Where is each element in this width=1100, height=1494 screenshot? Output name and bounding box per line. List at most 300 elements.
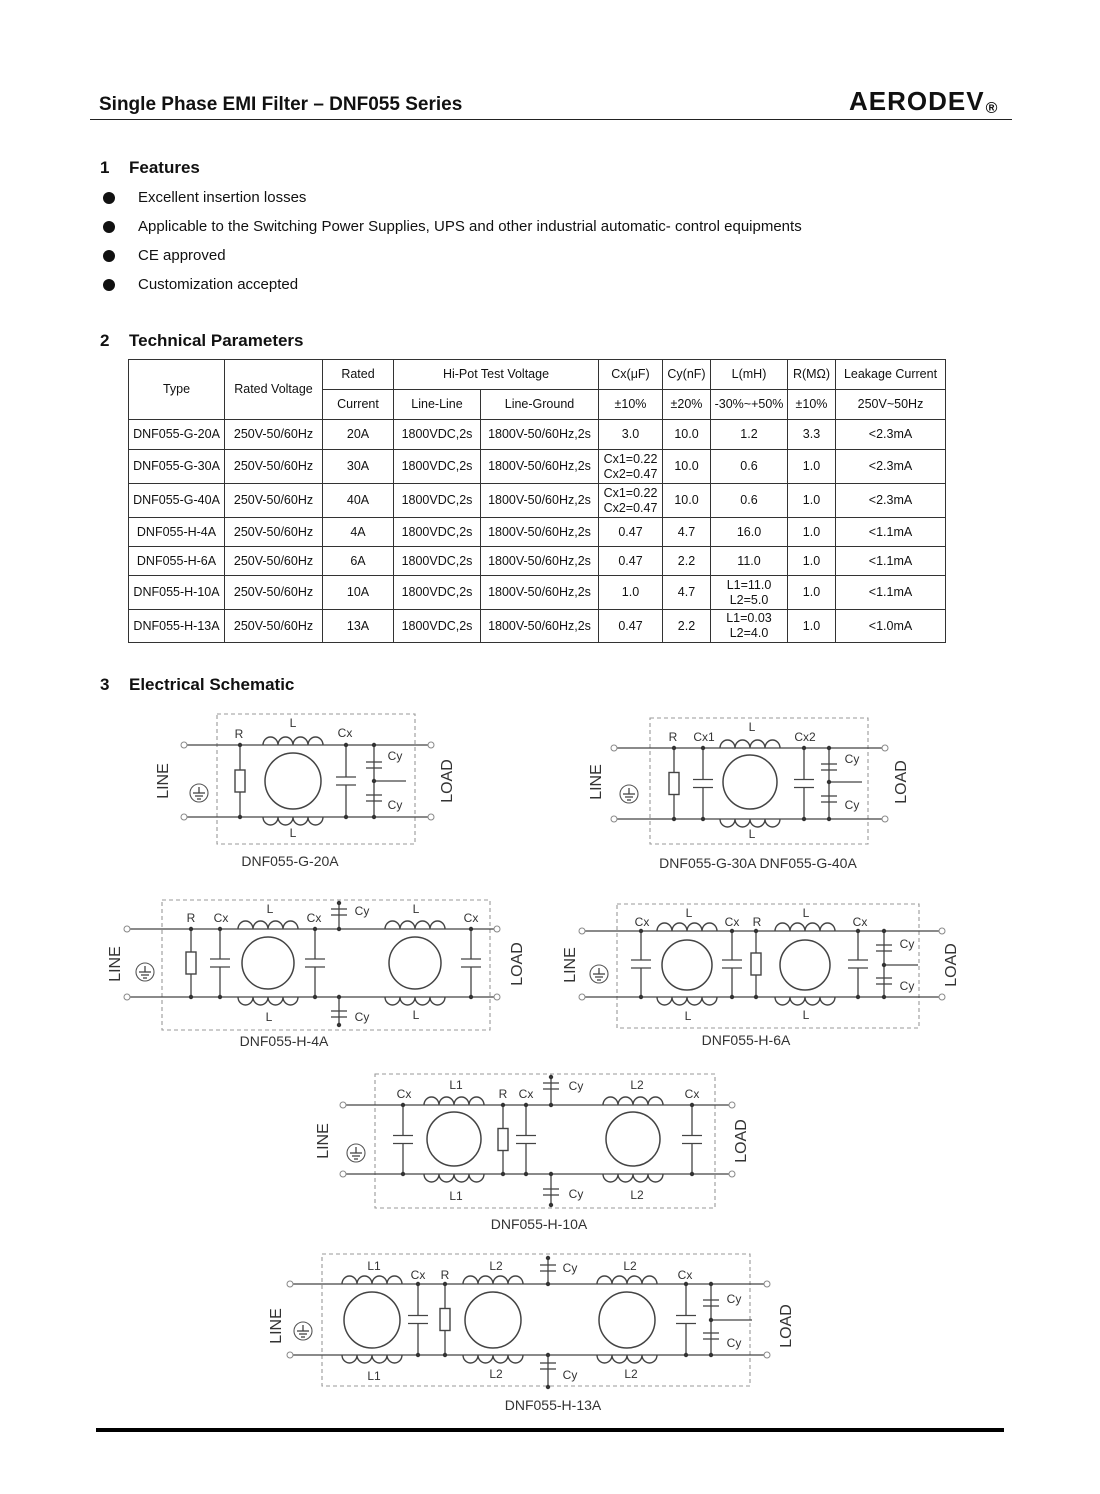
header-rated: Rated bbox=[323, 360, 394, 390]
header-cx: Cx(μF) bbox=[599, 360, 663, 390]
inductor-coil bbox=[424, 1174, 484, 1182]
cell-line: Cx2=0.47 bbox=[603, 500, 658, 515]
header-current: Current bbox=[323, 390, 394, 420]
registered-mark: ® bbox=[985, 100, 999, 117]
junction-dot bbox=[546, 1256, 550, 1260]
line-label: LINE bbox=[562, 947, 579, 983]
component-label: Cy bbox=[726, 1336, 742, 1350]
terminal bbox=[729, 1102, 735, 1108]
junction-dot bbox=[549, 1075, 553, 1079]
terminal bbox=[764, 1281, 770, 1287]
cell-voltage: 250V-50/60Hz bbox=[225, 576, 323, 610]
junction-dot bbox=[401, 1172, 405, 1176]
schematic-caption: DNF055-G-20A bbox=[241, 853, 339, 869]
cell-r: 3.3 bbox=[788, 420, 836, 450]
terminal bbox=[764, 1352, 770, 1358]
cell-lg: 1800V-50/60Hz,2s bbox=[481, 576, 599, 610]
component-label: R bbox=[498, 1087, 508, 1101]
component-label: Cy bbox=[844, 752, 860, 766]
cell-current: 13A bbox=[323, 610, 394, 643]
feature-item: Customization accepted bbox=[138, 276, 299, 293]
component-label: Cy bbox=[568, 1079, 584, 1093]
schematic-caption: DNF055-H-4A bbox=[239, 1033, 329, 1049]
junction-dot bbox=[882, 929, 886, 933]
cell-voltage: 250V-50/60Hz bbox=[225, 547, 323, 576]
feature-item: Applicable to the Switching Power Supplies, UPS and other industrial automatic- control equipments bbox=[138, 218, 802, 235]
cell-type: DNF055-G-20A bbox=[129, 420, 225, 450]
component-label: Cx bbox=[724, 915, 740, 929]
junction-dot bbox=[416, 1353, 420, 1357]
cell-leak: <1.1mA bbox=[836, 576, 946, 610]
junction-dot bbox=[344, 815, 348, 819]
inductor-coil bbox=[424, 1097, 484, 1105]
terminal bbox=[287, 1352, 293, 1358]
header-leakage: Leakage Current bbox=[836, 360, 946, 390]
component-label: R bbox=[186, 911, 196, 925]
junction-dot bbox=[501, 1172, 505, 1176]
cell-type: DNF055-H-6A bbox=[129, 547, 225, 576]
inductor-coil bbox=[385, 997, 445, 1005]
cell-voltage: 250V-50/60Hz bbox=[225, 518, 323, 547]
inductor-coil bbox=[603, 1097, 663, 1105]
terminal bbox=[939, 928, 945, 934]
schematic-caption: DNF055-G-30A DNF055-G-40A bbox=[659, 855, 857, 871]
cell-line: Cx1=0.22 bbox=[603, 451, 658, 466]
component-label: L2 bbox=[624, 1367, 638, 1381]
cell-cy: 2.2 bbox=[663, 547, 711, 576]
junction-dot bbox=[549, 1172, 553, 1176]
junction-dot bbox=[690, 1172, 694, 1176]
terminal bbox=[287, 1281, 293, 1287]
component-label: Cy bbox=[387, 749, 403, 763]
cell-voltage: 250V-50/60Hz bbox=[225, 450, 323, 484]
cell-line: Cx1=0.22 bbox=[603, 485, 658, 500]
junction-dot bbox=[546, 1282, 550, 1286]
component-label: R bbox=[668, 730, 678, 744]
header-cx-tolerance: ±10% bbox=[599, 390, 663, 420]
schematic-caption: DNF055-H-6A bbox=[701, 1032, 791, 1048]
cell-type: DNF055-H-13A bbox=[129, 610, 225, 643]
header-leakage-condition: 250V~50Hz bbox=[836, 390, 946, 420]
header-r: R(MΩ) bbox=[788, 360, 836, 390]
line-label: LINE bbox=[588, 764, 605, 800]
component-label: L bbox=[684, 1009, 692, 1023]
component-label: Cx bbox=[677, 1268, 693, 1282]
load-label: LOAD bbox=[439, 759, 456, 803]
component-label: R bbox=[752, 915, 762, 929]
component-label: L bbox=[748, 720, 756, 734]
inductor-core bbox=[389, 937, 441, 989]
component-label: L bbox=[802, 1008, 810, 1022]
cell-r: 1.0 bbox=[788, 547, 836, 576]
inductor-coil bbox=[657, 923, 717, 931]
component-label: Cx bbox=[634, 915, 650, 929]
cell-line: L1=0.03 bbox=[726, 611, 772, 625]
inductor-coil bbox=[720, 819, 780, 827]
inductor-core bbox=[265, 753, 321, 809]
junction-dot bbox=[238, 743, 242, 747]
inductor-coil bbox=[238, 997, 298, 1005]
page-title: Single Phase EMI Filter – DNF055 Series bbox=[99, 94, 463, 115]
junction-dot bbox=[802, 746, 806, 750]
inductor-core bbox=[723, 755, 777, 809]
cell-ll: 1800VDC,2s bbox=[394, 484, 481, 518]
section-number: 1 bbox=[100, 158, 110, 177]
junction-dot bbox=[337, 901, 341, 905]
component-label: L bbox=[685, 906, 693, 920]
schematic-h-13a bbox=[268, 1254, 795, 1413]
component-label: L bbox=[412, 902, 420, 916]
cell-current: 30A bbox=[323, 450, 394, 484]
terminal bbox=[340, 1102, 346, 1108]
cell-lg: 1800V-50/60Hz,2s bbox=[481, 547, 599, 576]
cell-ll: 1800VDC,2s bbox=[394, 420, 481, 450]
cell-line: 0.6 bbox=[740, 493, 758, 507]
line-label: LINE bbox=[155, 763, 172, 799]
cell-cy: 4.7 bbox=[663, 576, 711, 610]
junction-dot bbox=[639, 995, 643, 999]
junction-dot bbox=[856, 929, 860, 933]
cell-cy: 10.0 bbox=[663, 484, 711, 518]
header-cy-tolerance: ±20% bbox=[663, 390, 711, 420]
junction-dot bbox=[827, 780, 831, 784]
junction-dot bbox=[754, 929, 758, 933]
component-label: L1 bbox=[449, 1189, 463, 1203]
schematic-h-6a bbox=[562, 904, 960, 1048]
cell-type: DNF055-H-4A bbox=[129, 518, 225, 547]
junction-dot bbox=[313, 995, 317, 999]
component-label: Cy bbox=[354, 1010, 370, 1024]
junction-dot bbox=[337, 1023, 341, 1027]
junction-dot bbox=[401, 1103, 405, 1107]
junction-dot bbox=[189, 927, 193, 931]
junction-dot bbox=[639, 929, 643, 933]
schematic-h-10a bbox=[315, 1074, 750, 1232]
cell-leak: <1.0mA bbox=[836, 610, 946, 643]
dashed-enclosure bbox=[375, 1074, 715, 1208]
junction-dot bbox=[549, 1203, 553, 1207]
terminal bbox=[579, 928, 585, 934]
terminal bbox=[579, 994, 585, 1000]
cell-lg: 1800V-50/60Hz,2s bbox=[481, 518, 599, 547]
component-label: L1 bbox=[367, 1259, 381, 1273]
cell-ll: 1800VDC,2s bbox=[394, 610, 481, 643]
junction-dot bbox=[701, 817, 705, 821]
inductor-coil bbox=[463, 1355, 523, 1363]
resistor bbox=[186, 952, 196, 974]
inductor-core bbox=[599, 1292, 655, 1348]
junction-dot bbox=[313, 927, 317, 931]
cell-leak: <2.3mA bbox=[836, 484, 946, 518]
component-label: L2 bbox=[489, 1367, 503, 1381]
resistor bbox=[751, 953, 761, 975]
cell-ll: 1800VDC,2s bbox=[394, 576, 481, 610]
component-label: L bbox=[289, 826, 297, 840]
component-label: Cx1 bbox=[693, 730, 715, 744]
terminal bbox=[494, 926, 500, 932]
cell-r: 1.0 bbox=[788, 450, 836, 484]
junction-dot bbox=[754, 995, 758, 999]
junction-dot bbox=[690, 1103, 694, 1107]
cell-current: 10A bbox=[323, 576, 394, 610]
terminal bbox=[124, 926, 130, 932]
cell-current: 4A bbox=[323, 518, 394, 547]
resistor bbox=[498, 1129, 508, 1151]
terminal bbox=[428, 742, 434, 748]
line-label: LINE bbox=[107, 946, 124, 982]
junction-dot bbox=[416, 1282, 420, 1286]
component-label: Cy bbox=[844, 798, 860, 812]
inductor-coil bbox=[775, 923, 835, 931]
cell-leak: <2.3mA bbox=[836, 420, 946, 450]
feature-item: CE approved bbox=[138, 247, 226, 264]
cell-leak: <1.1mA bbox=[836, 518, 946, 547]
junction-dot bbox=[524, 1103, 528, 1107]
inductor-coil bbox=[603, 1174, 663, 1182]
resistor bbox=[669, 773, 679, 795]
inductor-coil bbox=[597, 1355, 657, 1363]
junction-dot bbox=[372, 815, 376, 819]
schematic-h-4a bbox=[107, 900, 526, 1049]
component-label: Cx bbox=[518, 1087, 534, 1101]
header-line-ground: Line-Ground bbox=[481, 390, 599, 420]
junction-dot bbox=[882, 995, 886, 999]
junction-dot bbox=[672, 817, 676, 821]
inductor-core bbox=[427, 1112, 481, 1166]
cell-line: Cx2=0.47 bbox=[603, 466, 658, 481]
header-rated-voltage: Rated Voltage bbox=[225, 360, 323, 420]
cell-cy: 10.0 bbox=[663, 450, 711, 484]
cell-type: DNF055-G-30A bbox=[129, 450, 225, 484]
load-label: LOAD bbox=[509, 942, 526, 986]
junction-dot bbox=[709, 1318, 713, 1322]
cell-r: 1.0 bbox=[788, 518, 836, 547]
junction-dot bbox=[827, 817, 831, 821]
inductor-core bbox=[606, 1112, 660, 1166]
junction-dot bbox=[524, 1172, 528, 1176]
component-label: Cy bbox=[726, 1292, 742, 1306]
cell-line: L2=4.0 bbox=[729, 626, 769, 640]
cell-cy: 4.7 bbox=[663, 518, 711, 547]
cell-ll: 1800VDC,2s bbox=[394, 450, 481, 484]
cell-r: 1.0 bbox=[788, 576, 836, 610]
junction-dot bbox=[672, 746, 676, 750]
line-label: LINE bbox=[315, 1123, 332, 1159]
component-label: L2 bbox=[630, 1188, 644, 1202]
component-label: L bbox=[802, 906, 810, 920]
feature-item: Excellent insertion losses bbox=[138, 189, 307, 206]
schematic-caption: DNF055-H-13A bbox=[504, 1397, 602, 1413]
terminal bbox=[124, 994, 130, 1000]
terminal bbox=[882, 816, 888, 822]
component-label: Cx bbox=[213, 911, 229, 925]
component-label: Cx bbox=[410, 1268, 426, 1282]
cell-cy: 10.0 bbox=[663, 420, 711, 450]
cell-leak: <2.3mA bbox=[836, 450, 946, 484]
junction-dot bbox=[218, 927, 222, 931]
terminal bbox=[340, 1171, 346, 1177]
junction-dot bbox=[337, 995, 341, 999]
inductor-coil bbox=[720, 740, 780, 748]
component-label: L bbox=[289, 716, 297, 730]
schematic-g-20a bbox=[155, 714, 456, 869]
cell-r: 1.0 bbox=[788, 610, 836, 643]
section-title: Technical Parameters bbox=[129, 331, 304, 350]
cell-line: 0.47 bbox=[618, 524, 643, 539]
component-label: L bbox=[266, 902, 274, 916]
cell-voltage: 250V-50/60Hz bbox=[225, 420, 323, 450]
junction-dot bbox=[802, 817, 806, 821]
cell-lg: 1800V-50/60Hz,2s bbox=[481, 610, 599, 643]
header-l-tolerance: -30%~+50% bbox=[711, 390, 788, 420]
load-label: LOAD bbox=[893, 760, 910, 804]
header-type: Type bbox=[129, 360, 225, 420]
cell-current: 20A bbox=[323, 420, 394, 450]
junction-dot bbox=[546, 1353, 550, 1357]
section-title: Electrical Schematic bbox=[129, 675, 295, 694]
junction-dot bbox=[549, 1103, 553, 1107]
junction-dot bbox=[684, 1282, 688, 1286]
cell-line: 11.0 bbox=[737, 553, 761, 568]
component-label: Cy bbox=[354, 904, 370, 918]
cell-lg: 1800V-50/60Hz,2s bbox=[481, 450, 599, 484]
cell-lg: 1800V-50/60Hz,2s bbox=[481, 484, 599, 518]
inductor-coil bbox=[263, 817, 323, 825]
component-label: Cx bbox=[337, 726, 353, 740]
load-label: LOAD bbox=[733, 1119, 750, 1163]
junction-dot bbox=[546, 1385, 550, 1389]
terminal bbox=[729, 1171, 735, 1177]
component-label: L bbox=[412, 1008, 420, 1022]
terminal bbox=[882, 745, 888, 751]
cell-voltage: 250V-50/60Hz bbox=[225, 610, 323, 643]
load-label: LOAD bbox=[778, 1304, 795, 1348]
cell-type: DNF055-H-10A bbox=[129, 576, 225, 610]
cell-line: 0.47 bbox=[618, 553, 643, 568]
inductor-core bbox=[465, 1292, 521, 1348]
inductor-coil bbox=[238, 921, 298, 929]
component-label: R bbox=[440, 1268, 450, 1282]
junction-dot bbox=[469, 995, 473, 999]
cell-line: 3.0 bbox=[621, 427, 640, 441]
cell-type: DNF055-G-40A bbox=[129, 484, 225, 518]
terminal bbox=[494, 994, 500, 1000]
component-label: Cy bbox=[387, 798, 403, 812]
cell-line: L2=5.0 bbox=[729, 592, 769, 607]
inductor-coil bbox=[657, 997, 717, 1005]
cell-voltage: 250V-50/60Hz bbox=[225, 484, 323, 518]
component-label: L1 bbox=[367, 1369, 381, 1383]
component-label: L2 bbox=[489, 1259, 503, 1273]
inductor-coil bbox=[597, 1276, 657, 1284]
cell-ll: 1800VDC,2s bbox=[394, 518, 481, 547]
component-label: Cx bbox=[396, 1087, 412, 1101]
junction-dot bbox=[189, 995, 193, 999]
cell-ll: 1800VDC,2s bbox=[394, 547, 481, 576]
junction-dot bbox=[827, 746, 831, 750]
footer-divider bbox=[96, 1428, 1004, 1432]
resistor bbox=[440, 1309, 450, 1331]
cell-r: 1.0 bbox=[788, 484, 836, 518]
inductor-core bbox=[242, 937, 294, 989]
cell-current: 40A bbox=[323, 484, 394, 518]
terminal bbox=[939, 994, 945, 1000]
line-label: LINE bbox=[268, 1308, 285, 1344]
cell-line: 1.2 bbox=[740, 427, 758, 441]
inductor-coil bbox=[263, 737, 323, 745]
header-cy: Cy(nF) bbox=[663, 360, 711, 390]
component-label: Cy bbox=[899, 979, 915, 993]
section-number: 2 bbox=[100, 331, 110, 350]
junction-dot bbox=[344, 743, 348, 747]
component-label: L2 bbox=[623, 1259, 637, 1273]
junction-dot bbox=[856, 995, 860, 999]
header-r-tolerance: ±10% bbox=[788, 390, 836, 420]
component-label: Cx bbox=[463, 911, 479, 925]
component-label: Cx bbox=[852, 915, 868, 929]
terminal bbox=[611, 816, 617, 822]
dashed-enclosure bbox=[650, 718, 868, 844]
inductor-core bbox=[344, 1292, 400, 1348]
component-label: L bbox=[748, 827, 756, 841]
component-label: Cy bbox=[562, 1368, 578, 1382]
junction-dot bbox=[469, 927, 473, 931]
cell-current: 6A bbox=[323, 547, 394, 576]
header-hipot: Hi-Pot Test Voltage bbox=[394, 360, 599, 390]
cell-line: 1.0 bbox=[621, 585, 640, 599]
component-label: Cx2 bbox=[794, 730, 816, 744]
terminal bbox=[181, 814, 187, 820]
inductor-coil bbox=[342, 1276, 402, 1284]
inductor-core bbox=[662, 940, 712, 990]
junction-dot bbox=[443, 1282, 447, 1286]
junction-dot bbox=[709, 1282, 713, 1286]
junction-dot bbox=[372, 779, 376, 783]
section-number: 3 bbox=[100, 675, 110, 694]
component-label: R bbox=[234, 727, 244, 741]
inductor-coil bbox=[385, 921, 445, 929]
inductor-core bbox=[780, 940, 830, 990]
inductor-coil bbox=[463, 1276, 523, 1284]
junction-dot bbox=[337, 927, 341, 931]
component-label: Cx bbox=[684, 1087, 700, 1101]
junction-dot bbox=[443, 1353, 447, 1357]
terminal bbox=[428, 814, 434, 820]
schematic-caption: DNF055-H-10A bbox=[490, 1216, 588, 1232]
header-line-line: Line-Line bbox=[394, 390, 481, 420]
junction-dot bbox=[730, 929, 734, 933]
junction-dot bbox=[882, 963, 886, 967]
section-title: Features bbox=[129, 158, 200, 177]
header-l: L(mH) bbox=[711, 360, 788, 390]
junction-dot bbox=[218, 995, 222, 999]
brand-name: AERODEV bbox=[849, 86, 985, 116]
junction-dot bbox=[709, 1353, 713, 1357]
resistor bbox=[235, 770, 245, 792]
junction-dot bbox=[372, 743, 376, 747]
component-label: L2 bbox=[630, 1078, 644, 1092]
terminal bbox=[181, 742, 187, 748]
cell-line: 0.47 bbox=[618, 618, 643, 633]
cell-line: 16.0 bbox=[736, 524, 762, 539]
cell-lg: 1800V-50/60Hz,2s bbox=[481, 420, 599, 450]
junction-dot bbox=[238, 815, 242, 819]
component-label: Cx bbox=[306, 911, 322, 925]
cell-line: 0.6 bbox=[740, 459, 758, 473]
component-label: Cy bbox=[899, 937, 915, 951]
load-label: LOAD bbox=[943, 943, 960, 987]
component-label: Cy bbox=[562, 1261, 578, 1275]
